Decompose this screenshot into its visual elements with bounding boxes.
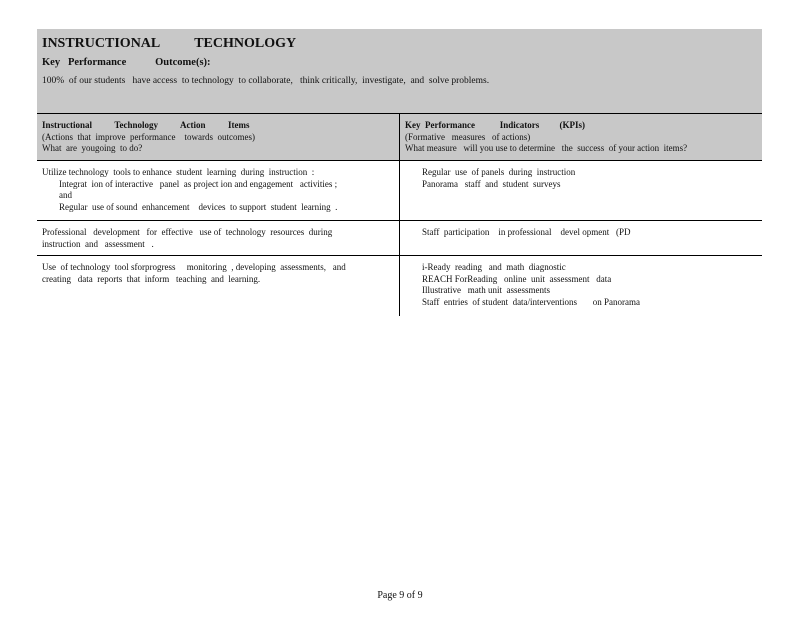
list-item [405, 274, 757, 286]
header-cell-kpis [399, 114, 762, 160]
page-number: Page 9 of 9 [377, 590, 423, 601]
table-row [37, 160, 762, 220]
action-item-cell [37, 161, 399, 220]
square-bullet-icon [42, 202, 44, 212]
list-item-text: REACH ForReading online unit assessment data [422, 273, 612, 284]
kpi-cell [399, 221, 762, 255]
action-item-cell [37, 256, 399, 316]
list-item-text: Staff entries of student data/interventions on Panorama [422, 296, 641, 307]
table-row [37, 255, 762, 316]
outcome-text: 100% of our students have access to technology to collaborate, think critically, investigate, and solve problems. [42, 76, 490, 86]
square-bullet-icon [405, 263, 407, 272]
list-item-text: Regular use of panels during instruction [422, 167, 576, 177]
list-item [405, 297, 757, 309]
header-left-line: (Actions that improve performance towards outcomes) [42, 131, 255, 142]
square-bullet-icon [42, 179, 44, 189]
table-row [37, 220, 762, 255]
table-header-row [37, 113, 762, 160]
action-item-text: Utilize technology tools to enhance student learning during instruction : [42, 167, 315, 177]
list-item-text: Panorama staff and student surveys [422, 178, 561, 189]
action-item-text: creating data reports that inform teaching and learning. [42, 273, 261, 284]
kpo-label: Key Performance Outcome(s): [42, 57, 211, 68]
square-bullet-icon [405, 274, 407, 284]
kpi-table [37, 113, 762, 316]
header-left-line: Instructional Technology Action Items [42, 120, 250, 130]
list-item [42, 202, 394, 214]
header-right-line: Key Performance Indicators (KPIs) [405, 120, 585, 130]
list-item [405, 167, 757, 179]
kpi-cell [399, 256, 762, 316]
square-bullet-icon [405, 179, 407, 189]
list-item-text: Regular use of sound enhancement devices to support student learning . [59, 201, 338, 212]
section-header [37, 29, 762, 113]
list-item-continuation: and [59, 190, 72, 200]
list-item [405, 179, 757, 191]
list-item-text: Illustrative math unit assessments [422, 285, 550, 295]
list-item [405, 262, 757, 274]
square-bullet-icon [405, 297, 407, 307]
header-right-line: What measure will you use to determine the success of your action items? [405, 143, 688, 153]
header-cell-action-items [37, 114, 399, 160]
list-item-text: Integrat ion of interactive panel as project ion and engagement activities ; [59, 178, 338, 189]
list-item [42, 179, 394, 191]
list-item [405, 285, 757, 297]
kpi-cell [399, 161, 762, 220]
header-left-line: What are yougoing to do? [42, 143, 143, 153]
section-title: INSTRUCTIONAL TECHNOLOGY [42, 36, 297, 51]
header-right-line: (Formative measures of actions) [405, 131, 531, 142]
action-item-text: Use of technology tool sforprogress monitoring , developing assessments, and [42, 262, 346, 272]
action-item-text: Professional development for effective use of technology resources during [42, 227, 333, 237]
list-item [405, 227, 757, 239]
list-item-text: i-Ready reading and math diagnostic [422, 262, 566, 272]
square-bullet-icon [405, 168, 407, 177]
square-bullet-icon [405, 228, 407, 237]
list-item-text: Staff participation in professional devel opment (PD [422, 227, 631, 237]
action-item-text: instruction and assessment . [42, 238, 154, 249]
action-item-cell [37, 221, 399, 255]
square-bullet-icon [405, 286, 407, 295]
